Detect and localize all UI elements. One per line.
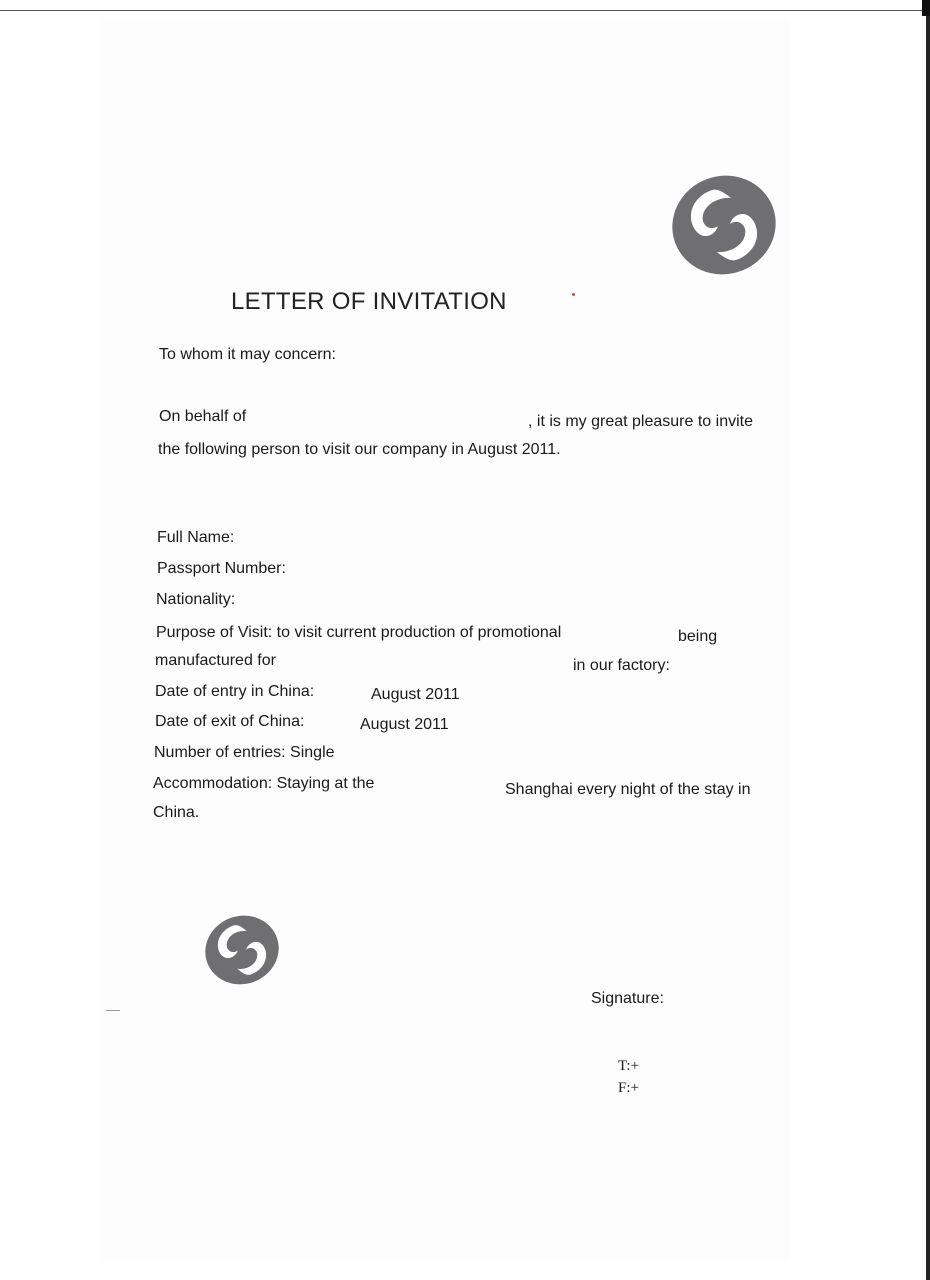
accommodation-line-1-end: Shanghai every night of the stay in: [505, 781, 751, 798]
number-of-entries: Number of entries: Single: [154, 744, 335, 761]
scan-red-dot: [572, 293, 575, 296]
accommodation-line-2: China.: [153, 804, 200, 821]
company-stamp-icon: [202, 913, 282, 987]
fax-label: F:+: [618, 1080, 639, 1096]
nationality-label: Nationality:: [156, 591, 236, 608]
intro-line-2: the following person to visit our company in August 2011.: [158, 441, 561, 458]
letter-title: LETTER OF INVITATION: [231, 288, 507, 315]
intro-prefix: On behalf of: [159, 408, 247, 425]
exit-date-label: Date of exit of China:: [155, 713, 305, 730]
scan-right-edge: [926, 0, 930, 1280]
scan-top-edge: [0, 10, 925, 11]
purpose-line-2-end: in our factory:: [573, 657, 670, 674]
salutation: To whom it may concern:: [159, 346, 336, 363]
telephone-label: T:+: [618, 1058, 640, 1074]
company-logo-icon: [668, 172, 780, 278]
entry-date-label: Date of entry in China:: [155, 683, 315, 700]
purpose-line-1: Purpose of Visit: to visit current production of promotional: [156, 624, 562, 641]
exit-date-value: August 2011: [360, 716, 449, 733]
passport-number-label: Passport Number:: [157, 560, 286, 577]
purpose-line-1-end: being: [678, 628, 718, 645]
scan-mark: [106, 1010, 120, 1011]
intro-suffix: , it is my great pleasure to invite: [528, 413, 753, 430]
purpose-line-2: manufactured for: [155, 652, 276, 669]
entry-date-value: August 2011: [371, 686, 460, 703]
accommodation-line-1: Accommodation: Staying at the: [153, 775, 375, 792]
signature-label: Signature:: [591, 990, 664, 1007]
full-name-label: Full Name:: [157, 529, 235, 546]
